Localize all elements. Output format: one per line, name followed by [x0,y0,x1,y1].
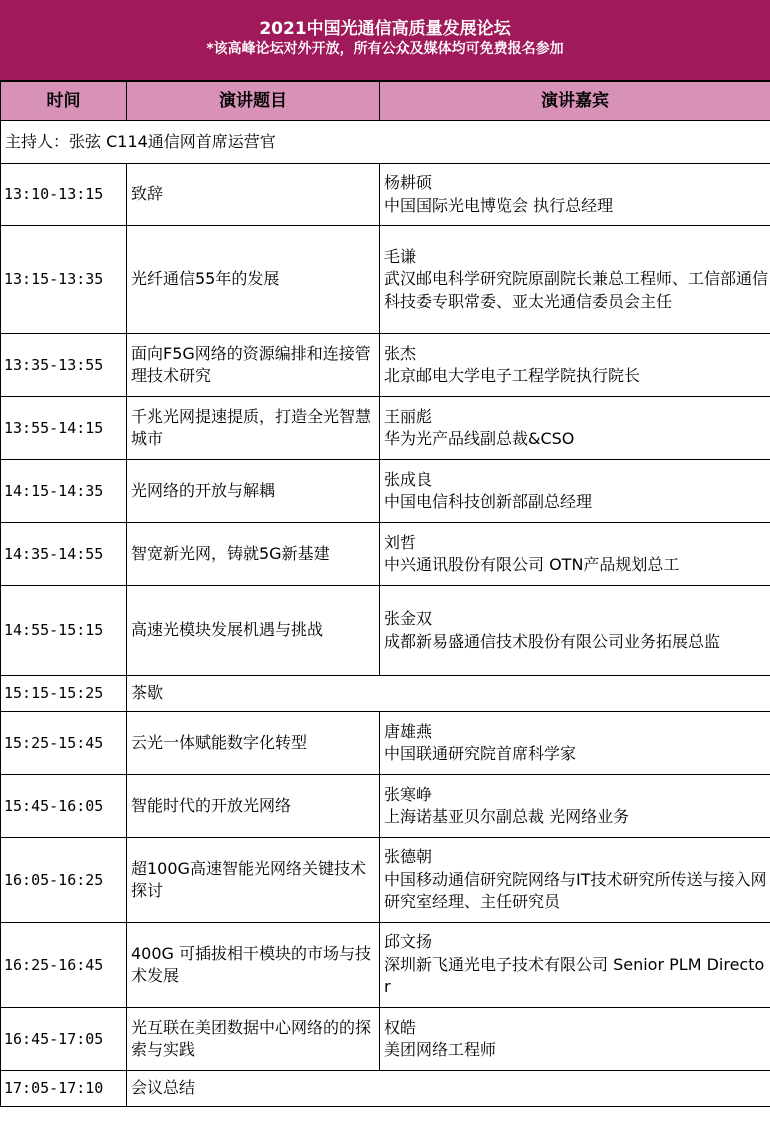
speaker-name: 张寒峥 [384,784,433,804]
speaker-affiliation: 华为光产品线副总裁&CSO [384,429,575,448]
speaker-affiliation: 成都新易盛通信技术股份有限公司业务拓展总监 [384,631,721,651]
speaker-affiliation: 美团网络工程师 [384,1040,497,1059]
time-cell: 14:15-14:35 [1,460,127,523]
time-cell: 16:05-16:25 [1,838,127,923]
table-row [1,586,770,676]
speaker-cell [380,1008,770,1071]
table-row [1,712,770,775]
forum-banner [0,0,770,81]
speaker-name: 张杰 [384,343,417,363]
time-cell: 13:35-13:55 [1,334,127,397]
speaker-name: 刘哲 [384,532,417,552]
speaker-affiliation: 中国国际光电博览会 执行总经理 [384,195,614,215]
time-cell: 17:05-17:10 [1,1071,127,1107]
topic-cell: 光互联在美团数据中心网络的的探索与实践 [127,1008,380,1071]
time-cell: 16:25-16:45 [1,923,127,1008]
table-row [1,676,770,712]
speaker-cell [380,712,770,775]
table-row [1,334,770,397]
speaker-cell [380,838,770,923]
topic-cell: 400G 可插拔相干模块的市场与技术发展 [127,923,380,1008]
table-row [1,1008,770,1071]
table-row [1,923,770,1008]
speaker-name: 杨耕硕 [384,173,433,192]
topic-cell: 千兆光网提速提质，打造全光智慧城市 [127,397,380,460]
speaker-cell [380,397,770,460]
speaker-cell [380,923,770,1008]
time-cell: 15:45-16:05 [1,775,127,838]
speaker-name: 邱文扬 [384,932,433,952]
speaker-affiliation: 中国移动通信研究院网络与IT技术研究所传送与接入网研究室经理、主任研究员 [384,869,767,912]
speaker-affiliation: 中兴通讯股份有限公司 OTN产品规划总工 [384,555,680,574]
speaker-cell [380,226,770,334]
topic-cell: 智能时代的开放光网络 [127,775,380,838]
speaker-affiliation: 深圳新飞通光电子技术有限公司 Senior PLM Director [384,954,765,997]
topic-cell: 云光一体赋能数字化转型 [127,712,380,775]
speaker-affiliation: 武汉邮电科学研究院原副院长兼总工程师、工信部通信科技委专职常委、亚太光通信委员会主任 [384,269,769,311]
table-row [1,226,770,334]
time-cell: 15:15-15:25 [1,676,127,712]
time-cell: 14:55-15:15 [1,586,127,676]
topic-cell: 致辞 [127,164,380,226]
time-cell: 14:35-14:55 [1,523,127,586]
column-header-topic: 演讲题目 [127,82,380,121]
time-cell: 16:45-17:05 [1,1008,127,1071]
forum-subtitle: *该高峰论坛对外开放，所有公众及媒体均可免费报名参加 [206,41,564,57]
column-header-speaker: 演讲嘉宾 [380,82,770,121]
column-header-time: 时间 [1,82,127,121]
host-line: 主持人：张弦 C114通信网首席运营官 [1,121,770,164]
speaker-name: 唐雄燕 [384,721,433,741]
forum-title: 2021中国光通信高质量发展论坛 [259,19,511,39]
table-row [1,775,770,838]
table-row [1,460,770,523]
time-cell: 13:10-13:15 [1,164,127,226]
topic-cell: 高速光模块发展机遇与挑战 [127,586,380,676]
speaker-name: 权皓 [384,1017,417,1037]
topic-cell: 超100G高速智能光网络关键技术探讨 [127,838,380,923]
speaker-affiliation: 上海诺基亚贝尔副总裁 光网络业务 [384,807,630,826]
topic-cell: 光网络的开放与解耦 [127,460,380,523]
speaker-name: 王丽彪 [384,406,433,426]
table-row [1,164,770,226]
agenda-table [0,81,770,1107]
table-row [1,523,770,586]
speaker-cell [380,460,770,523]
speaker-cell [380,586,770,676]
speaker-affiliation: 北京邮电大学电子工程学院执行院长 [384,366,641,385]
topic-cell: 茶歇 [127,676,770,712]
header-row [1,82,770,121]
speaker-affiliation: 中国电信科技创新部副总经理 [384,492,593,511]
speaker-cell [380,164,770,226]
topic-cell: 会议总结 [127,1071,770,1107]
speaker-name: 毛谦 [384,246,417,266]
host-row [1,121,770,164]
speaker-name: 张金双 [384,609,433,628]
speaker-cell [380,523,770,586]
time-cell: 13:15-13:35 [1,226,127,334]
speaker-affiliation: 中国联通研究院首席科学家 [384,744,577,763]
speaker-name: 张成良 [384,469,433,489]
table-row [1,1071,770,1107]
topic-cell: 智宽新光网，铸就5G新基建 [127,523,380,586]
table-row [1,397,770,460]
speaker-cell [380,775,770,838]
speaker-name: 张德朝 [384,847,433,867]
topic-cell: 光纤通信55年的发展 [127,226,380,334]
table-row [1,838,770,923]
time-cell: 15:25-15:45 [1,712,127,775]
topic-cell: 面向F5G网络的资源编排和连接管理技术研究 [127,334,380,397]
time-cell: 13:55-14:15 [1,397,127,460]
speaker-cell [380,334,770,397]
